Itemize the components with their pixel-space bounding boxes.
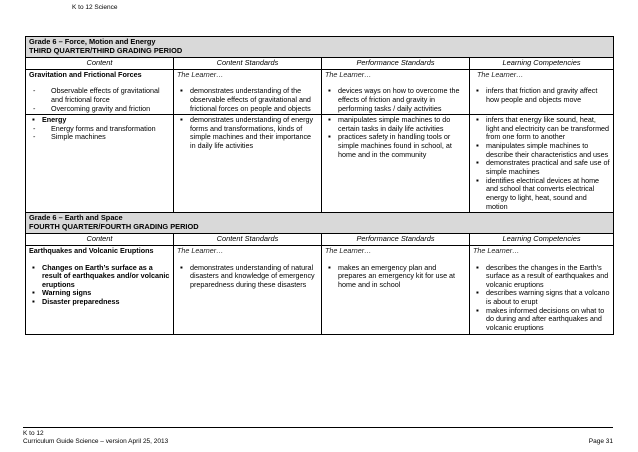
list-item: ▪ manipulates simple machines to describe their characteristics and uses bbox=[473, 142, 610, 159]
page-number: Page 31 bbox=[588, 438, 613, 445]
content-title: Gravitation and Frictional Forces bbox=[29, 69, 142, 79]
column-header-row bbox=[26, 57, 614, 69]
list-item: ▪ describes warning signs that a volcano is about to erupt bbox=[473, 289, 610, 306]
list-item: - Energy forms and transformation bbox=[29, 125, 170, 134]
col-performance-standards: Performance Standards bbox=[322, 57, 470, 69]
table-row bbox=[26, 245, 614, 334]
learner-label: The Learner… bbox=[477, 69, 524, 79]
list-item: ▪ demonstrates understanding of natural disasters and knowledge of emergency preparedness during these disasters bbox=[177, 264, 318, 290]
list-item: ▪ Changes on Earth’s surface as a result of earthquakes and/or volcanic eruptions bbox=[29, 264, 170, 290]
table-row bbox=[26, 115, 614, 213]
section-header-q3 bbox=[26, 37, 614, 58]
col-learning-competencies: Learning Competencies bbox=[470, 57, 614, 69]
list-item: ▪ identifies electrical devices at home and school that converts electrical energy to light, heat, sound and motion bbox=[473, 177, 610, 212]
column-header-row bbox=[26, 233, 614, 245]
learner-label: The Learner… bbox=[325, 69, 372, 79]
list-item: ▪ demonstrates practical and safe use of simple machines bbox=[473, 159, 610, 176]
list-item: ▪ manipulates simple machines to do certain tasks in daily life activities bbox=[325, 116, 466, 133]
list-item: ▪ practices safety in handling tools or simple machines found in school, at home and in the community bbox=[325, 133, 466, 159]
list-item: ▪ devices ways on how to overcome the effects of friction and gravity in performing tasks / daily activities bbox=[325, 87, 466, 113]
list-item: ▪ describes the changes in the Earth’s surface as a result of earthquakes and volcanic eruptions bbox=[473, 264, 610, 290]
col-content-standards: Content Standards bbox=[174, 233, 322, 245]
col-learning-competencies: Learning Competencies bbox=[470, 233, 614, 245]
page-footer bbox=[23, 430, 168, 447]
list-item: ▪ demonstrates understanding of the observable effects of gravitational and frictional forces on people and objects bbox=[177, 87, 318, 113]
learner-label: The Learner… bbox=[177, 245, 224, 255]
page-header: K to 12 Science bbox=[72, 4, 118, 11]
learner-label: The Learner… bbox=[177, 69, 224, 79]
list-item: ▪ Warning signs bbox=[29, 289, 170, 298]
content-list bbox=[29, 87, 170, 113]
grading-period: FOURTH QUARTER/FOURTH GRADING PERIOD bbox=[29, 222, 199, 232]
list-item: ▪ makes an emergency plan and prepares an emergency kit for use at home and in school bbox=[325, 264, 466, 290]
content-title: ▪ Energy bbox=[29, 116, 170, 125]
col-performance-standards: Performance Standards bbox=[322, 233, 470, 245]
list-item: - Overcoming gravity and friction bbox=[29, 105, 170, 114]
curriculum-table bbox=[25, 36, 614, 335]
col-content: Content bbox=[26, 233, 174, 245]
grade-title: Grade 6 – Earth and Space bbox=[29, 213, 123, 223]
footer-line-2: Curriculum Guide Science – version April 25, 2013 bbox=[23, 438, 169, 446]
list-item: - Simple machines bbox=[29, 133, 170, 142]
learner-label: The Learner… bbox=[325, 245, 372, 255]
list-item: - Observable effects of gravitational and frictional force bbox=[29, 87, 170, 104]
list-item: ▪ infers that friction and gravity affect how people and objects move bbox=[473, 87, 610, 104]
list-item: ▪ demonstrates understanding of energy forms and transformations, kinds of simple machines and their importance in daily life activities bbox=[177, 116, 318, 151]
col-content-standards: Content Standards bbox=[174, 57, 322, 69]
table-row bbox=[26, 69, 614, 115]
list-item: ▪ makes informed decisions on what to do during and after earthquakes and volcanic eruptions bbox=[473, 307, 610, 333]
section-header-q4 bbox=[26, 213, 614, 234]
grade-title: Grade 6 – Force, Motion and Energy bbox=[29, 37, 156, 46]
footer-line-1: K to 12 bbox=[23, 430, 44, 437]
list-item: ▪ Disaster preparedness bbox=[29, 298, 170, 307]
list-item: ▪ infers that energy like sound, heat, light and electricity can be transformed from one form to another bbox=[473, 116, 610, 142]
learner-label: The Learner… bbox=[473, 245, 520, 255]
content-title: Earthquakes and Volcanic Eruptions bbox=[29, 245, 154, 255]
col-content: Content bbox=[26, 57, 174, 69]
grading-period: THIRD QUARTER/THIRD GRADING PERIOD bbox=[29, 45, 183, 55]
footer-divider bbox=[23, 427, 613, 428]
